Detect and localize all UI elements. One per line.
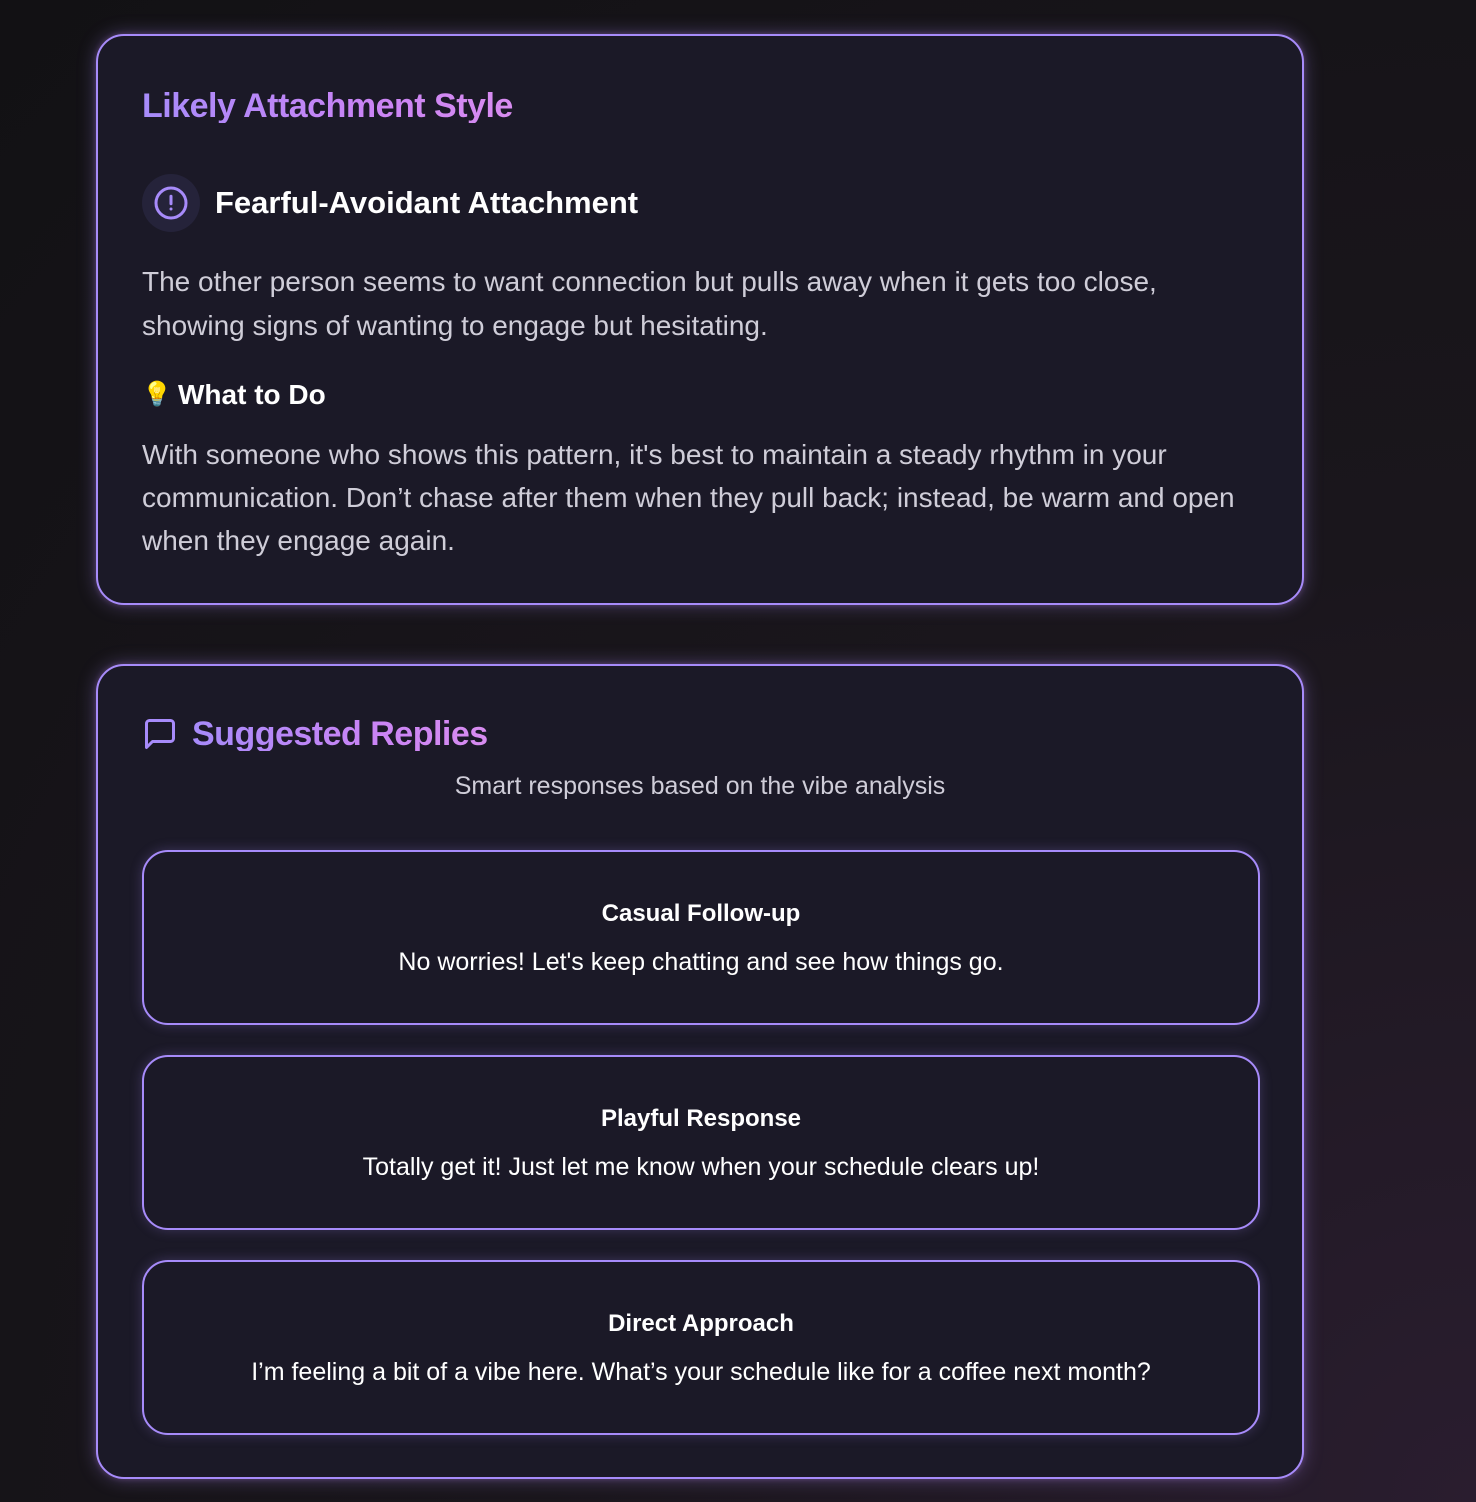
reply-option-casual-follow-up[interactable] xyxy=(142,850,1260,1025)
attachment-style-header xyxy=(142,174,638,232)
lightbulb-icon: 💡 xyxy=(142,381,172,408)
reply-option-direct-approach[interactable] xyxy=(142,1260,1260,1435)
attachment-style-card xyxy=(96,34,1304,605)
suggested-replies-title: Suggested Replies xyxy=(192,715,488,753)
reply-option-label: Casual Follow-up xyxy=(601,900,801,927)
reply-option-text: No worries! Let's keep chatting and see how things go. xyxy=(398,948,1004,976)
what-to-do-title: What to Do xyxy=(178,379,326,410)
message-square-icon xyxy=(142,716,178,752)
attachment-style-description: The other person seems to want connection but pulls away when it gets too close, showing signs of wanting to engage but hesitating. xyxy=(142,266,1157,341)
attachment-style-title: Likely Attachment Style xyxy=(142,87,513,125)
suggested-replies-subtitle: Smart responses based on the vibe analysis xyxy=(454,772,946,800)
what-to-do-text: With someone who shows this pattern, it's best to maintain a steady rhythm in your communication. Don’t chase after them when they pull back; instead, be warm and open when they engage again. xyxy=(142,439,1235,556)
suggested-replies-header xyxy=(142,716,488,752)
attachment-style-name: Fearful-Avoidant Attachment xyxy=(215,185,639,220)
reply-option-playful-response[interactable] xyxy=(142,1055,1260,1230)
what-to-do-header xyxy=(142,379,326,411)
reply-option-text: I’m feeling a bit of a vibe here. What’s your schedule like for a coffee next month? xyxy=(251,1358,1151,1386)
reply-option-label: Direct Approach xyxy=(608,1310,794,1337)
reply-option-text: Totally get it! Just let me know when your schedule clears up! xyxy=(362,1153,1040,1181)
alert-circle-icon xyxy=(142,174,200,232)
reply-option-label: Playful Response xyxy=(600,1105,802,1132)
suggested-replies-card xyxy=(96,664,1304,1479)
